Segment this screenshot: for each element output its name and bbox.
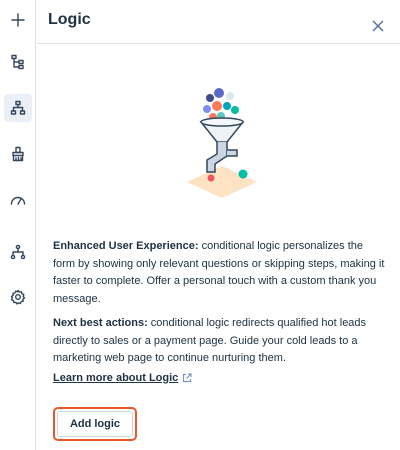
style-button[interactable] [4,140,32,168]
learn-more-link[interactable] [53,372,192,384]
close-icon [372,20,384,32]
learn-more-label: Learn more about Logic [53,372,179,384]
add-button[interactable] [4,6,32,34]
description-paragraph-2 [53,315,387,368]
logic-button[interactable] [4,94,32,122]
logic-panel [37,0,400,450]
close-button[interactable] [372,19,386,33]
performance-button[interactable] [4,186,32,214]
tree-structure-icon [10,54,26,70]
panel-title: Logic [48,11,91,28]
settings-button[interactable] [4,283,32,311]
para2-text: conditional logic redirects qualified hot leads directly to sales or a payment page. Guide your cold leads to a marketing web page to continue nurturing them. [53,317,367,364]
add-icon [10,12,26,28]
description [53,238,387,375]
para1-text: conditional logic personalizes the form by showing only relevant questions or skipping steps, making it faster to complete. Offer a personal touch with a custom thank you message. [53,240,385,305]
external-link-icon [182,373,192,383]
tree-structure-button[interactable] [4,48,32,76]
add-logic-button[interactable]: Add logic [57,411,133,437]
left-rail [0,0,36,450]
paint-brush-icon [10,146,26,162]
add-logic-highlight [53,407,137,441]
panel-header [37,0,400,44]
funnel-illustration [177,84,267,200]
workflow-button[interactable] [4,238,32,266]
workflow-icon [10,244,26,260]
gear-icon [10,289,26,305]
gauge-icon [10,192,26,208]
description-paragraph-1 [53,238,387,308]
para2-heading: Next best actions: [53,317,148,329]
para1-heading: Enhanced User Experience: [53,240,199,252]
logic-branch-icon [10,100,26,116]
